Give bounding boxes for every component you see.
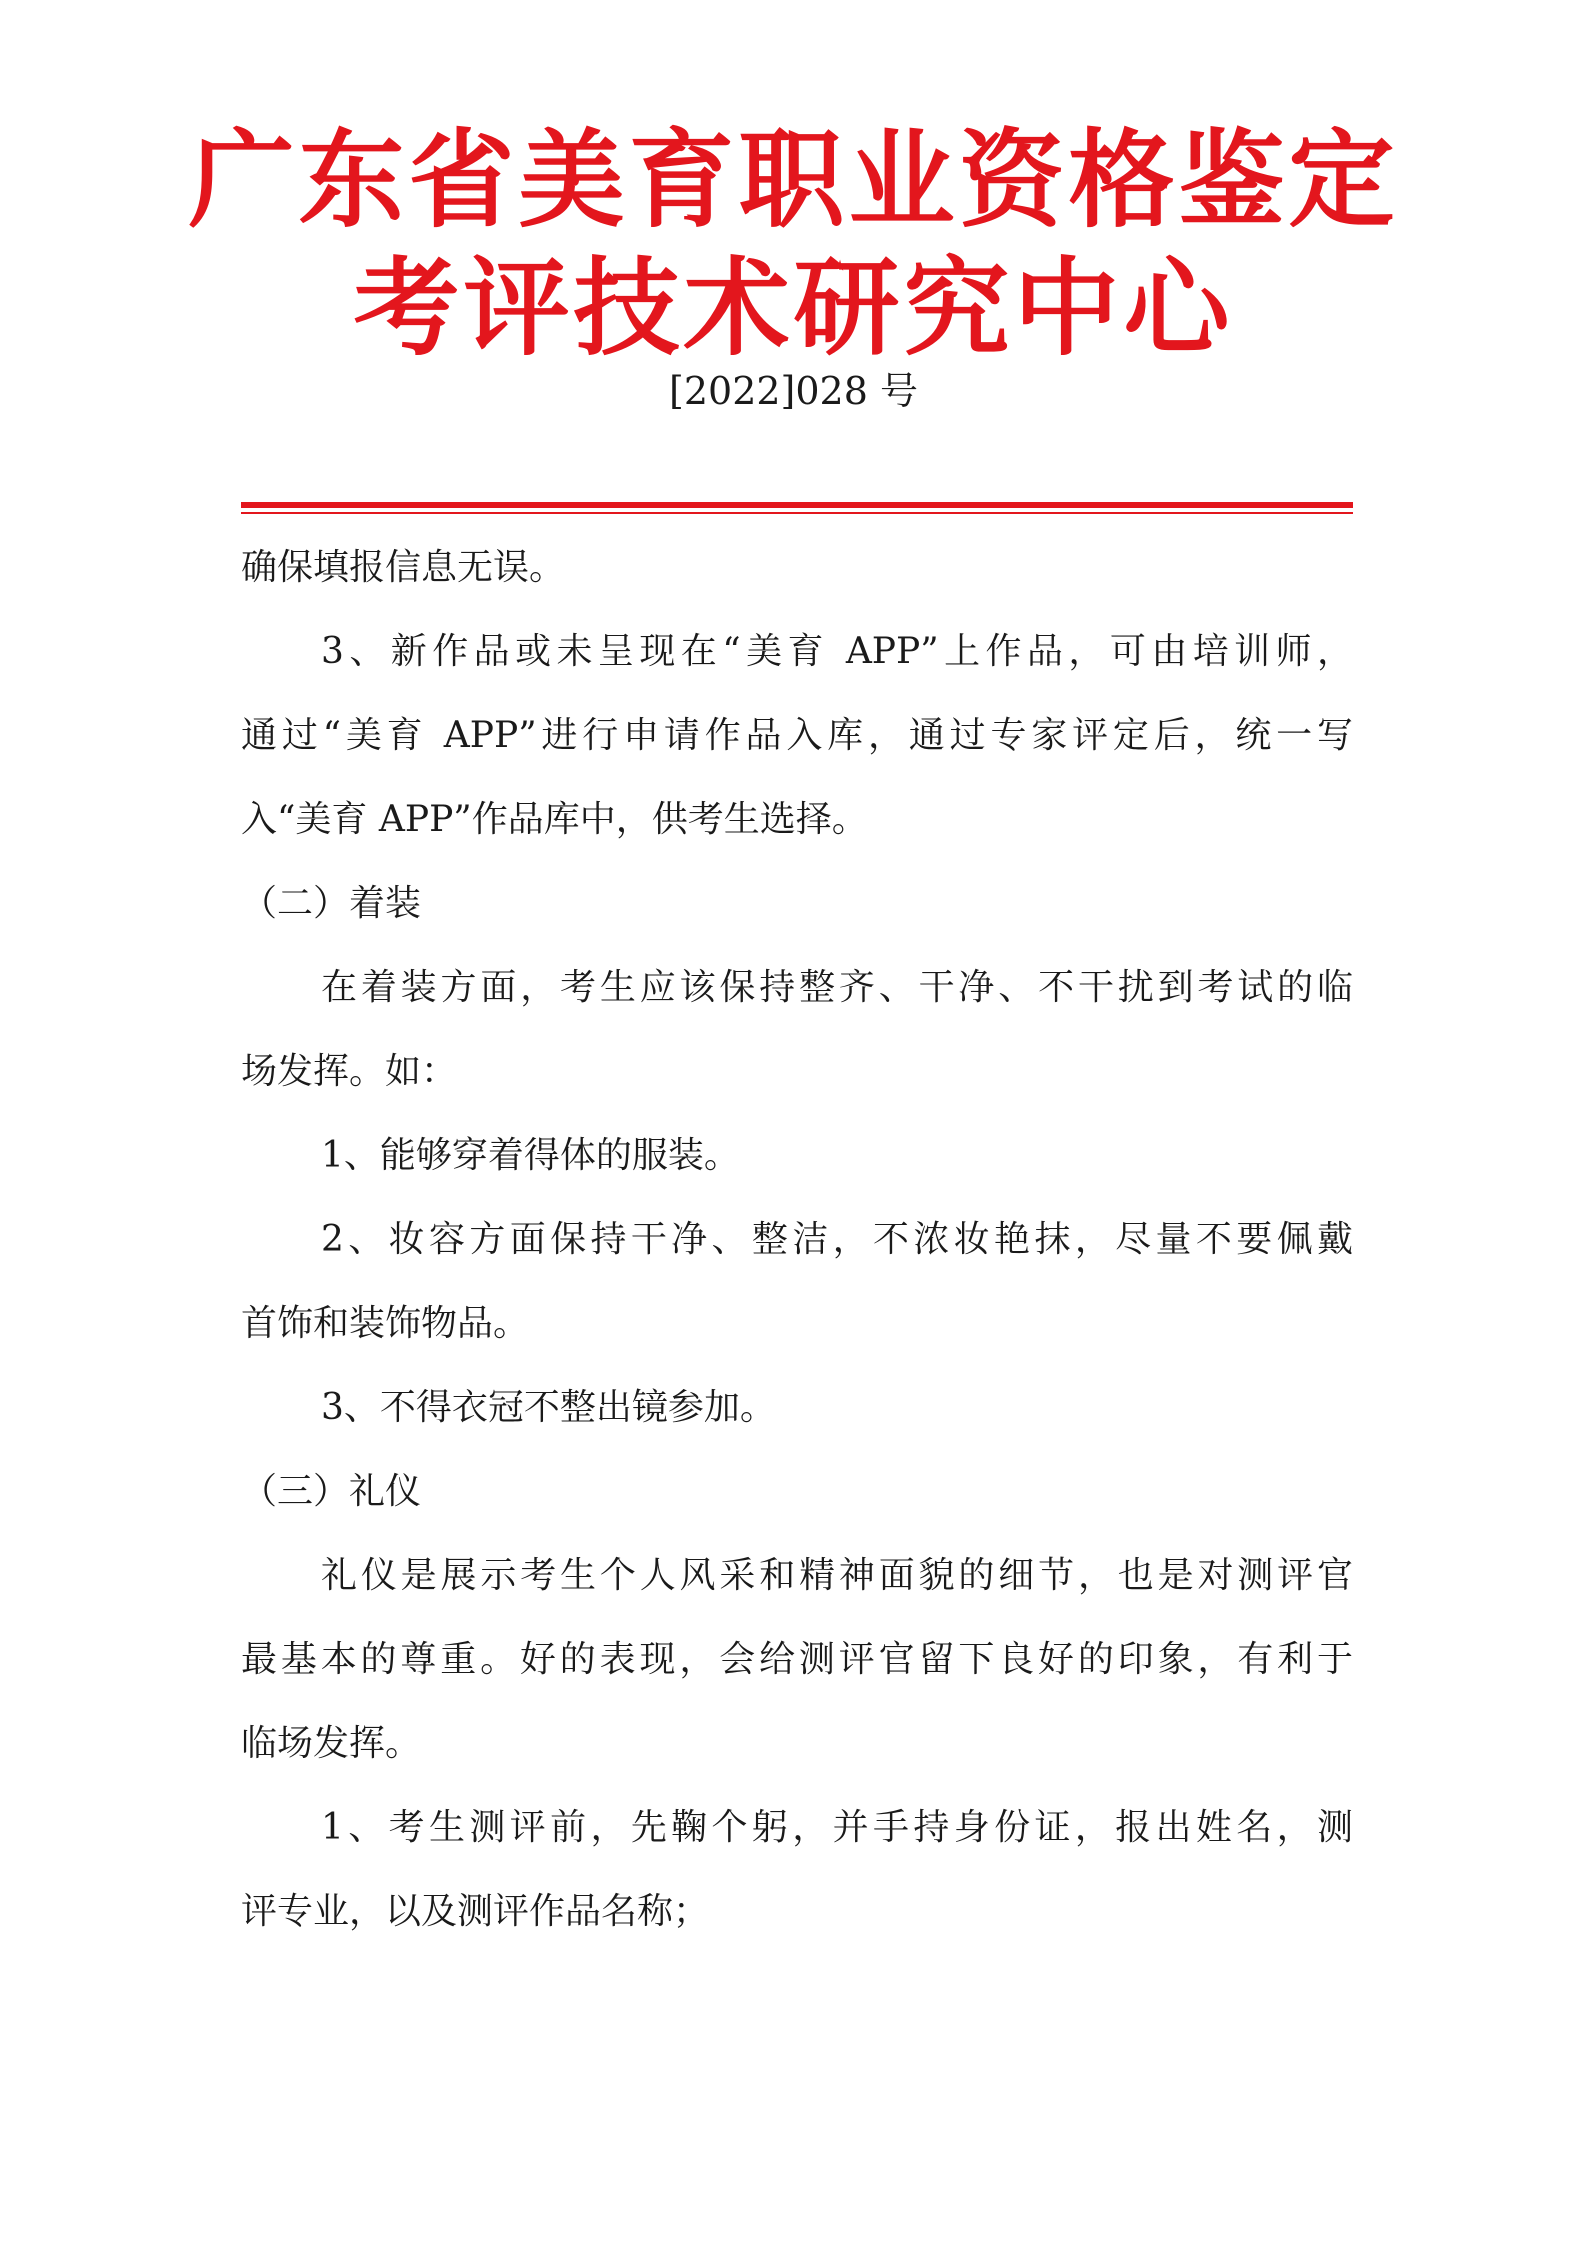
paragraph-line: 3、新作品或未呈现在“美育 APP”上作品，可由培训师， xyxy=(321,631,1353,672)
paragraph-line: 通过“美育 APP”进行申请作品入库，通过专家评定后，统一写 xyxy=(241,715,1353,756)
list-item: 1、考生测评前，先鞠个躬，并手持身份证，报出姓名，测 xyxy=(321,1807,1353,1848)
header-divider-thin xyxy=(241,512,1353,514)
list-item: 3、不得衣冠不整出镜参加。 xyxy=(321,1387,776,1428)
document-body xyxy=(241,526,1353,1954)
paragraph-line: 最基本的尊重。好的表现，会给测评官留下良好的印象，有利于 xyxy=(241,1639,1353,1680)
paragraph-line: 评专业，以及测评作品名称； xyxy=(241,1891,710,1932)
paragraph-line: 临场发挥。 xyxy=(241,1723,422,1764)
document-number: [2022]028 号 xyxy=(669,369,918,413)
list-item: 2、妆容方面保持干净、整洁，不浓妆艳抹，尽量不要佩戴 xyxy=(321,1219,1353,1260)
list-item: 1、能够穿着得体的服装。 xyxy=(321,1135,740,1176)
paragraph-line: 确保填报信息无误。 xyxy=(241,547,566,588)
issuer-title-line-1: 广东省美育职业资格鉴定 xyxy=(188,119,1399,242)
paragraph-line: 场发挥。如： xyxy=(241,1051,458,1092)
issuer-title-line-2: 考评技术研究中心 xyxy=(353,247,1234,370)
header-divider-thick xyxy=(241,502,1353,508)
paragraph-line: 在着装方面，考生应该保持整齐、干净、不干扰到考试的临 xyxy=(321,967,1353,1008)
paragraph-line: 入“美育 APP”作品库中，供考生选择。 xyxy=(241,799,868,840)
section-heading: （三）礼仪 xyxy=(241,1471,422,1512)
paragraph-line: 首饰和装饰物品。 xyxy=(241,1303,530,1344)
section-heading: （二）着装 xyxy=(241,883,422,924)
paragraph-line: 礼仪是展示考生个人风采和精神面貌的细节，也是对测评官 xyxy=(321,1555,1353,1596)
